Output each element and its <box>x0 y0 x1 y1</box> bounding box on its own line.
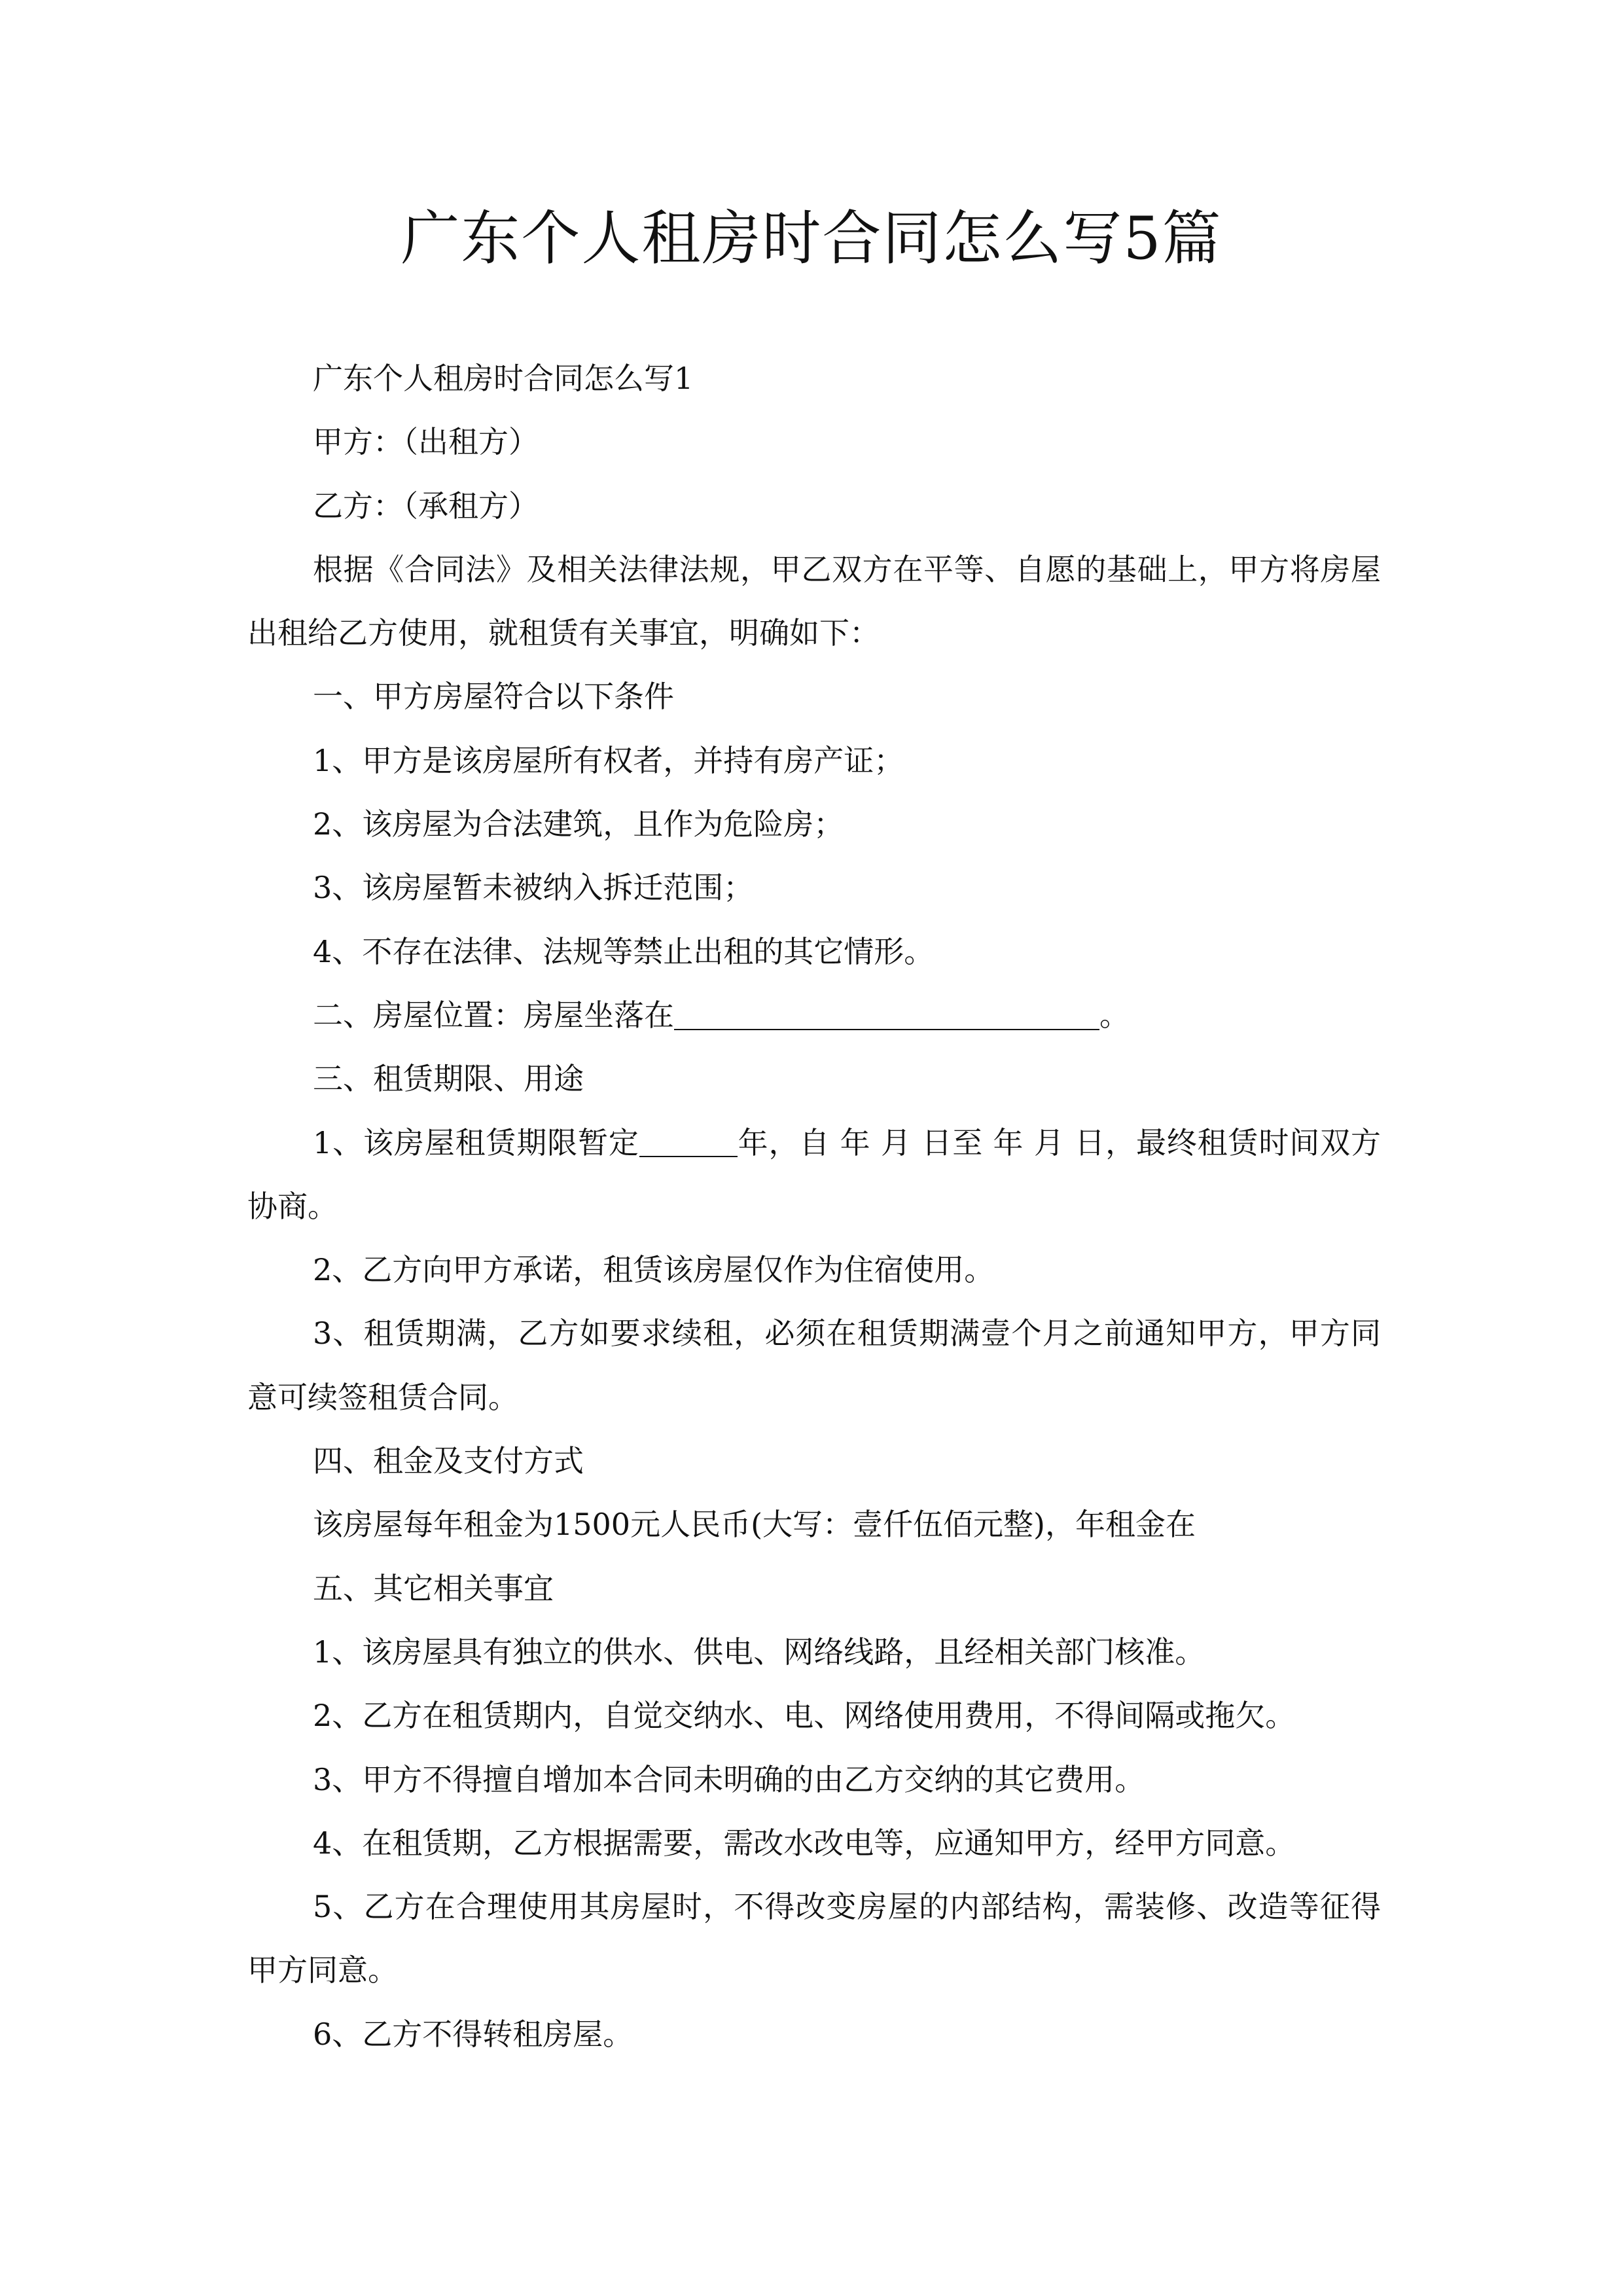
clause-item: 4、在租赁期，乙方根据需要，需改水改电等，应通知甲方，经甲方同意。 <box>313 1825 1296 1861</box>
clause-item: 6、乙方不得转租房屋。 <box>313 2016 633 2052</box>
clause-item: 3、甲方不得擅自增加本合同未明确的由乙方交纳的其它费用。 <box>313 1761 1145 1797</box>
location-end: 。 <box>1099 997 1130 1033</box>
clause-item: 5、乙方在合理使用其房屋时，不得改变房屋的内部结构，需装修、改造等征得甲方同意。 <box>247 1889 1381 1988</box>
section-heading: 广东个人租房时合同怎么写1 <box>313 361 694 396</box>
clause-item: 3、该房屋暂未被纳入拆迁范围； <box>313 870 754 906</box>
lease-term-blank <box>639 1126 738 1157</box>
location-blank <box>674 999 1099 1030</box>
clause-item: 1、甲方是该房屋所有权者，并持有房产证； <box>313 742 904 778</box>
clause-heading-3: 三、租赁期限、用途 <box>313 1061 584 1097</box>
clause-item: 4、不存在法律、法规等禁止出租的其它情形。 <box>313 933 935 969</box>
lease-term-rest: 年，自 年 月 日至 年 月 日，最终租赁时间双方协商。 <box>247 1124 1381 1224</box>
lease-term-label: 1、该房屋租赁期限暂定 <box>313 1124 639 1160</box>
clause-item: 2、乙方在租赁期内，自觉交纳水、电、网络使用费用，不得间隔或拖欠。 <box>313 1698 1296 1734</box>
clause-heading-1: 一、甲方房屋符合以下条件 <box>313 679 674 715</box>
clause-heading-4: 四、租金及支付方式 <box>313 1443 584 1479</box>
document-title: 广东个人租房时合同怎么写5篇 <box>401 204 1222 273</box>
party-b-line: 乙方：（承租方） <box>313 488 539 524</box>
rent-clause: 该房屋每年租金为1500元人民币(大写：壹仟伍佰元整)，年租金在 <box>313 1507 1196 1543</box>
document-body <box>247 347 1381 2066</box>
clause-item: 2、乙方向甲方承诺，租赁该房屋仅作为住宿使用。 <box>313 1252 995 1288</box>
clause-item: 3、租赁期满，乙方如要求续租，必须在租赁期满壹个月之前通知甲方，甲方同意可续签租赁合同。 <box>247 1316 1381 1415</box>
location-label: 二、房屋位置：房屋坐落在 <box>313 997 674 1033</box>
clause-item: 2、该房屋为合法建筑，且作为危险房； <box>313 806 844 842</box>
location-clause <box>247 984 1381 1047</box>
clause-item: 1、该房屋具有独立的供水、供电、网络线路，且经相关部门核准。 <box>313 1634 1205 1670</box>
preamble-paragraph: 根据《合同法》及相关法律法规，甲乙双方在平等、自愿的基础上，甲方将房屋出租给乙方使用，就租赁有关事宜，明确如下： <box>247 551 1381 651</box>
lease-term-clause <box>247 1111 1381 1239</box>
clause-heading-5: 五、其它相关事宜 <box>313 1570 554 1606</box>
party-a-line: 甲方：（出租方） <box>313 424 539 460</box>
